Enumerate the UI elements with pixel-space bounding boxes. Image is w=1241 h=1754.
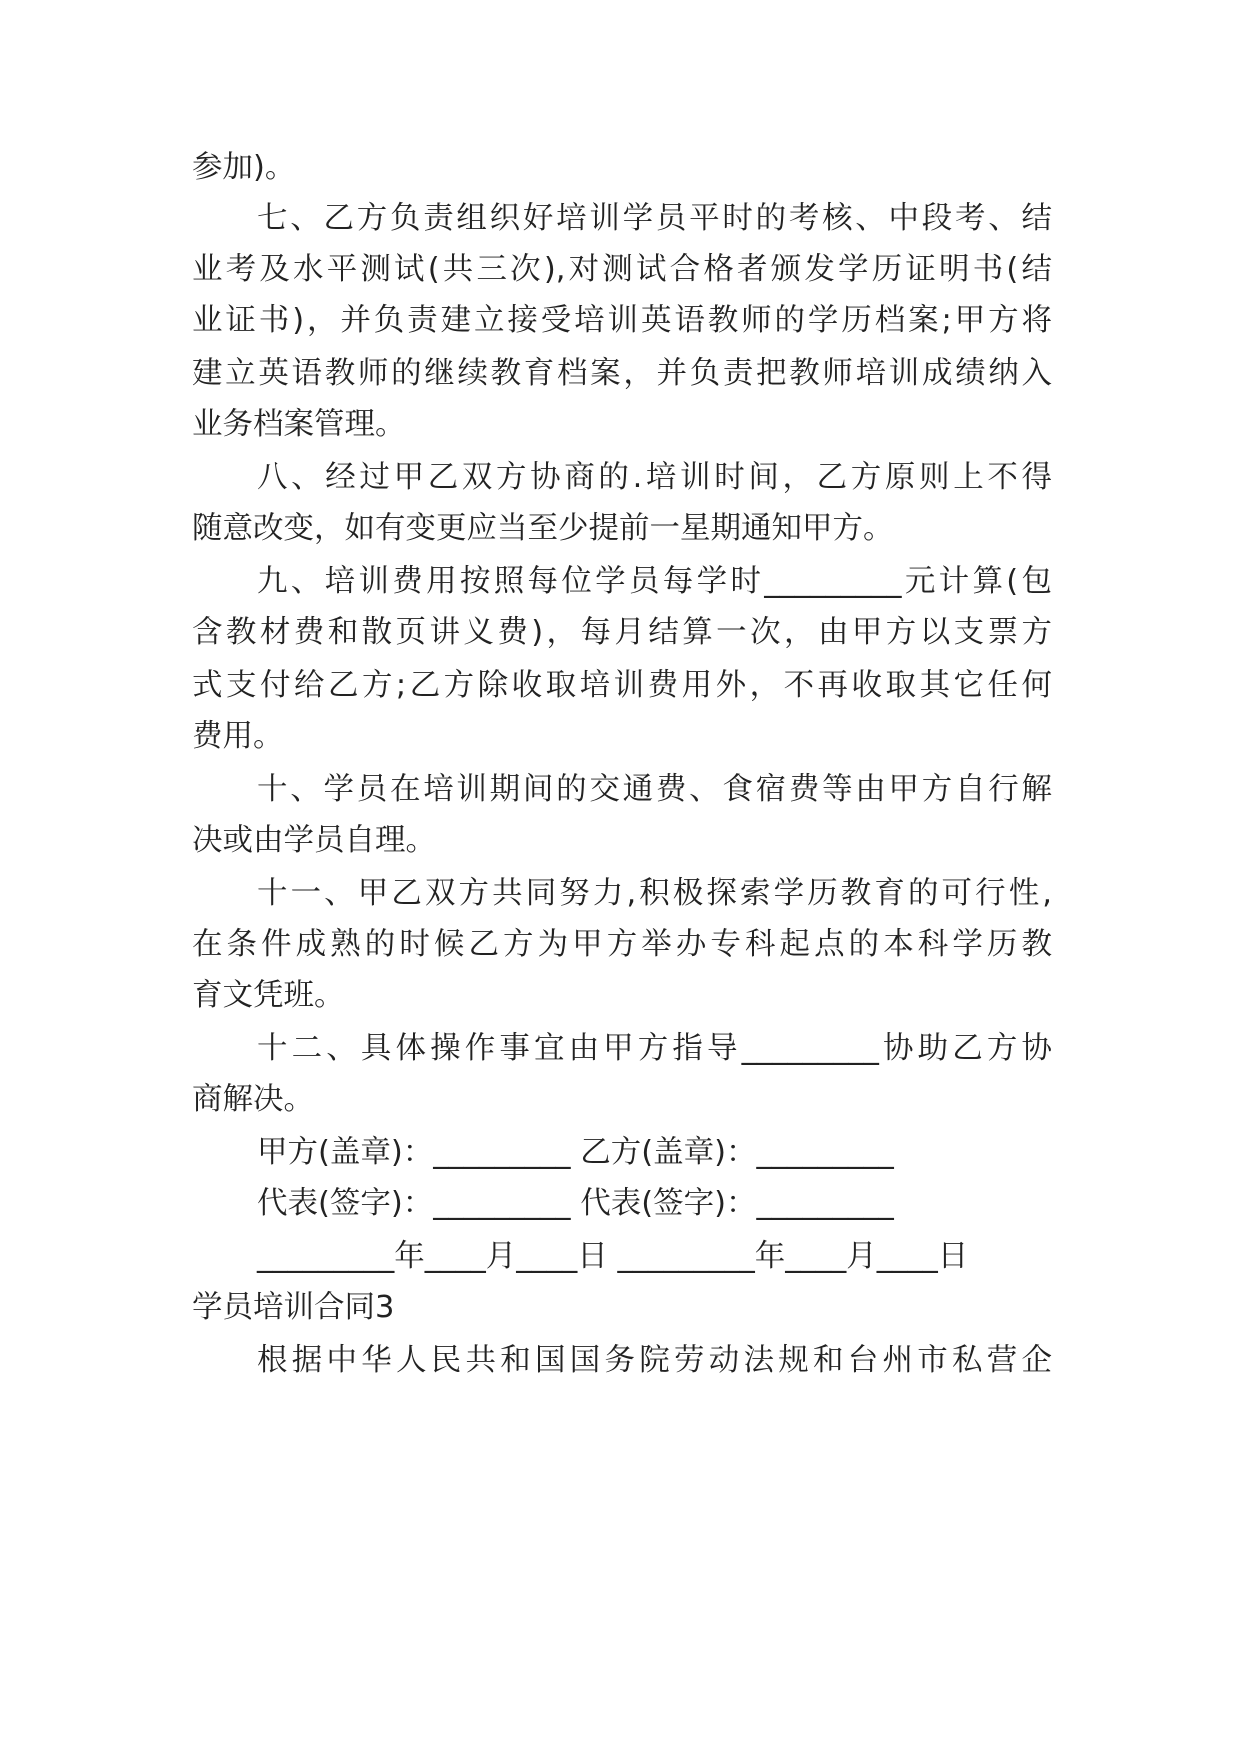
paragraph-7-line-2: 业考及水平测试(共三次),对测试合格者颁发学历证明书(结 <box>192 252 1052 287</box>
paragraph-10-line-2: 决或由学员自理。 <box>192 823 436 858</box>
paragraph-12-line-1: 十二、具体操作事宜由甲方指导_________协助乙方协 <box>257 1031 1052 1066</box>
paragraph-9-line-2: 含教材费和散页讲义费)，每月结算一次，由甲方以支票方 <box>192 615 1052 650</box>
paragraph-7-line-3: 业证书)，并负责建立接受培训英语教师的学历档案;甲方将 <box>192 303 1052 338</box>
paragraph-10-line-1: 十、学员在培训期间的交通费、食宿费等由甲方自行解 <box>257 772 1052 807</box>
signature-seal-line: 甲方(盖章)：_________ 乙方(盖章)：_________ <box>257 1135 894 1170</box>
section-title: 学员培训合同3 <box>192 1290 395 1325</box>
paragraph-9-line-1: 九、培训费用按照每位学员每学时_________元计算(包 <box>257 564 1052 599</box>
next-paragraph-line-1: 根据中华人民共和国国务院劳动法规和台州市私营企 <box>257 1343 1052 1378</box>
paragraph-6-tail: 参加)。 <box>192 150 296 185</box>
paragraph-11-line-2: 在条件成熟的时候乙方为甲方举办专科起点的本科学历教 <box>192 927 1052 962</box>
signature-representative-line: 代表(签字)：_________ 代表(签字)：_________ <box>257 1186 894 1221</box>
paragraph-8-line-1: 八、经过甲乙双方协商的.培训时间，乙方原则上不得 <box>257 460 1052 495</box>
paragraph-9-line-3: 式支付给乙方;乙方除收取培训费用外，不再收取其它任何 <box>192 668 1052 703</box>
paragraph-11-line-1: 十一、甲乙双方共同努力,积极探索学历教育的可行性, <box>257 876 1052 911</box>
paragraph-9-line-4: 费用。 <box>192 719 284 754</box>
paragraph-7-line-1: 七、乙方负责组织好培训学员平时的考核、中段考、结 <box>257 201 1052 236</box>
paragraph-7-line-5: 业务档案管理。 <box>192 407 406 442</box>
paragraph-8-line-2: 随意改变，如有变更应当至少提前一星期通知甲方。 <box>192 511 894 546</box>
signature-date-line: _________年____月____日 _________年____月____日 <box>257 1239 969 1274</box>
paragraph-12-line-2: 商解决。 <box>192 1082 314 1117</box>
paragraph-7-line-4: 建立英语教师的继续教育档案，并负责把教师培训成绩纳入 <box>192 356 1052 391</box>
paragraph-11-line-3: 育文凭班。 <box>192 978 345 1013</box>
